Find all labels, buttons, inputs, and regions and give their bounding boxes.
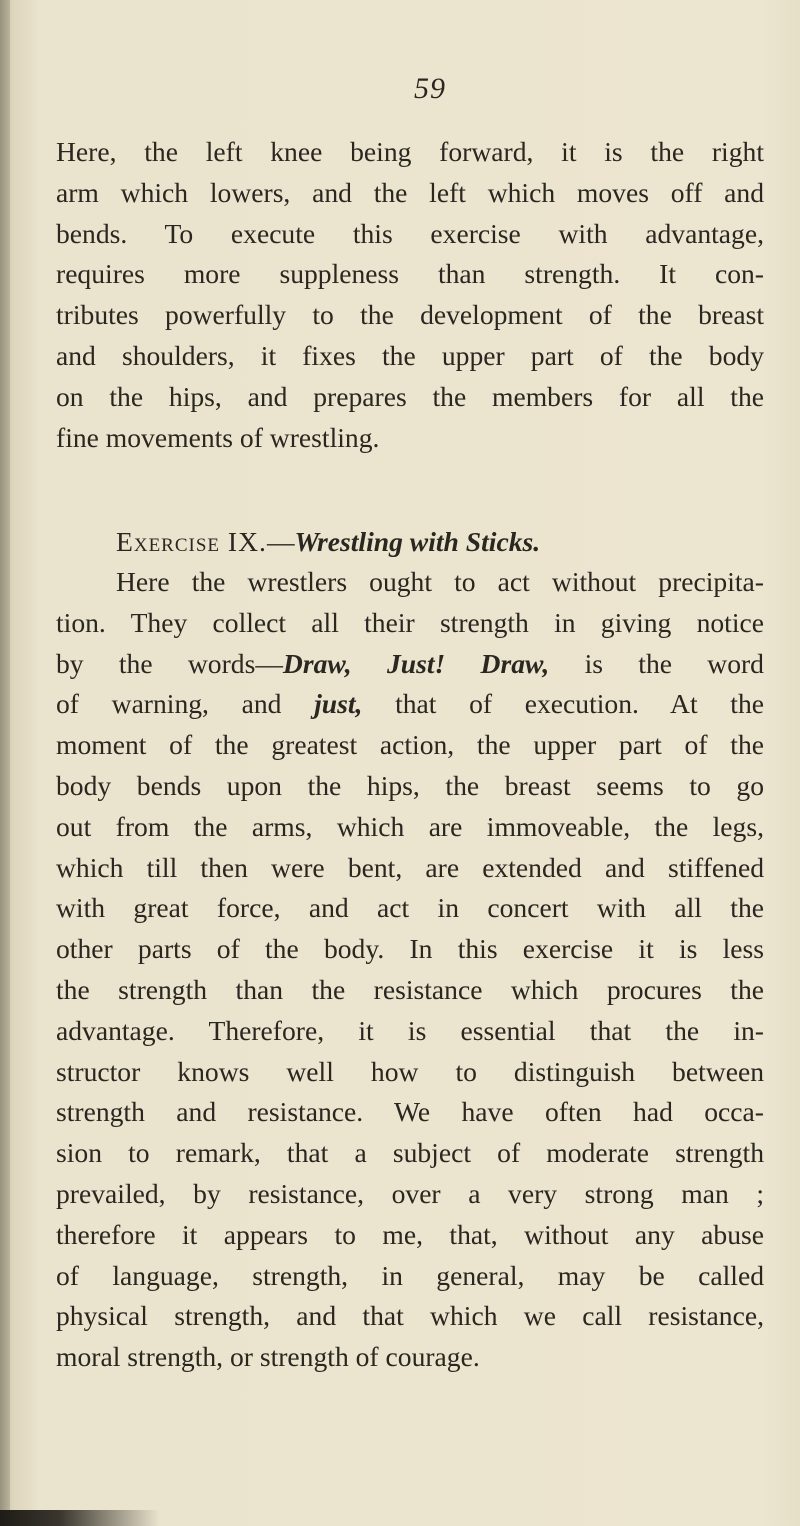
text-run: is the word <box>549 647 764 679</box>
exercise-label: Exercise IX. <box>116 526 267 557</box>
text-line: with great force, and act in concert with all the <box>56 892 764 924</box>
emphasis-draw-just: Draw, Just! <box>282 647 446 679</box>
text-line: arm which lowers, and the left which moves off and <box>56 176 764 208</box>
page-number-text: 59 <box>414 72 446 105</box>
text-line: prevailed, by resistance, over a very strong man ; <box>56 1177 764 1209</box>
text-line: body bends upon the hips, the breast seems to go <box>56 769 764 801</box>
text-line: advantage. Therefore, it is essential that the in- <box>56 1014 764 1046</box>
text-line: physical strength, and that which we call resistance, <box>56 1300 764 1332</box>
text-line-with-emphasis <box>56 684 764 725</box>
text-line: Here the wrestlers ought to act without precipita- <box>116 566 764 597</box>
text-line: of language, strength, in general, may be called <box>56 1259 764 1291</box>
text-run <box>445 648 480 679</box>
text-line: moral strength, or strength of courage. <box>56 1341 480 1373</box>
text-run: that of execution. At the <box>362 688 764 720</box>
text-line: bends. To execute this exercise with advantage, <box>56 217 764 249</box>
page-edge-shadow <box>0 1510 160 1526</box>
emphasis-just: just, <box>314 688 363 720</box>
text-line: on the hips, and prepares the members for all the <box>56 380 764 412</box>
text-line: which till then were bent, are extended and stiffened <box>56 851 764 883</box>
text-run: by the words— <box>56 647 283 679</box>
binding-edge <box>0 0 10 1526</box>
text-line: other parts of the body. In this exercise it is less <box>56 933 764 965</box>
text-line: fine movements of wrestling. <box>56 421 380 453</box>
paragraph-1 <box>56 132 764 458</box>
text-line: requires more suppleness than strength. It con- <box>56 258 764 290</box>
text-line: moment of the greatest action, the upper part of the <box>56 729 764 761</box>
heading-dash: — <box>266 526 295 557</box>
emphasis-draw: Draw, <box>480 647 550 679</box>
text-line: out from the arms, which are immoveable, the legs, <box>56 810 764 842</box>
text-line: therefore it appears to me, that, without any abuse <box>56 1218 764 1250</box>
text-line: sion to remark, that a subject of moderate strength <box>56 1137 764 1169</box>
text-line: strength and resistance. We have often had occa- <box>56 1096 764 1128</box>
section-heading <box>116 522 540 563</box>
page-number <box>0 72 800 106</box>
text-run: of warning, and <box>56 688 315 720</box>
text-line: Here, the left knee being forward, it is the right <box>56 136 764 167</box>
text-line: tion. They collect all their strength in giving notice <box>56 606 764 638</box>
text-line-with-emphasis <box>56 644 764 685</box>
text-line: and shoulders, it fixes the upper part of the body <box>56 339 764 371</box>
text-line: structor knows well how to distinguish between <box>56 1055 764 1087</box>
paragraph-2 <box>56 562 764 1378</box>
exercise-title: Wrestling with Sticks. <box>294 526 541 557</box>
text-line: tributes powerfully to the development of the breast <box>56 299 764 331</box>
text-line: the strength than the resistance which procures the <box>56 973 764 1005</box>
